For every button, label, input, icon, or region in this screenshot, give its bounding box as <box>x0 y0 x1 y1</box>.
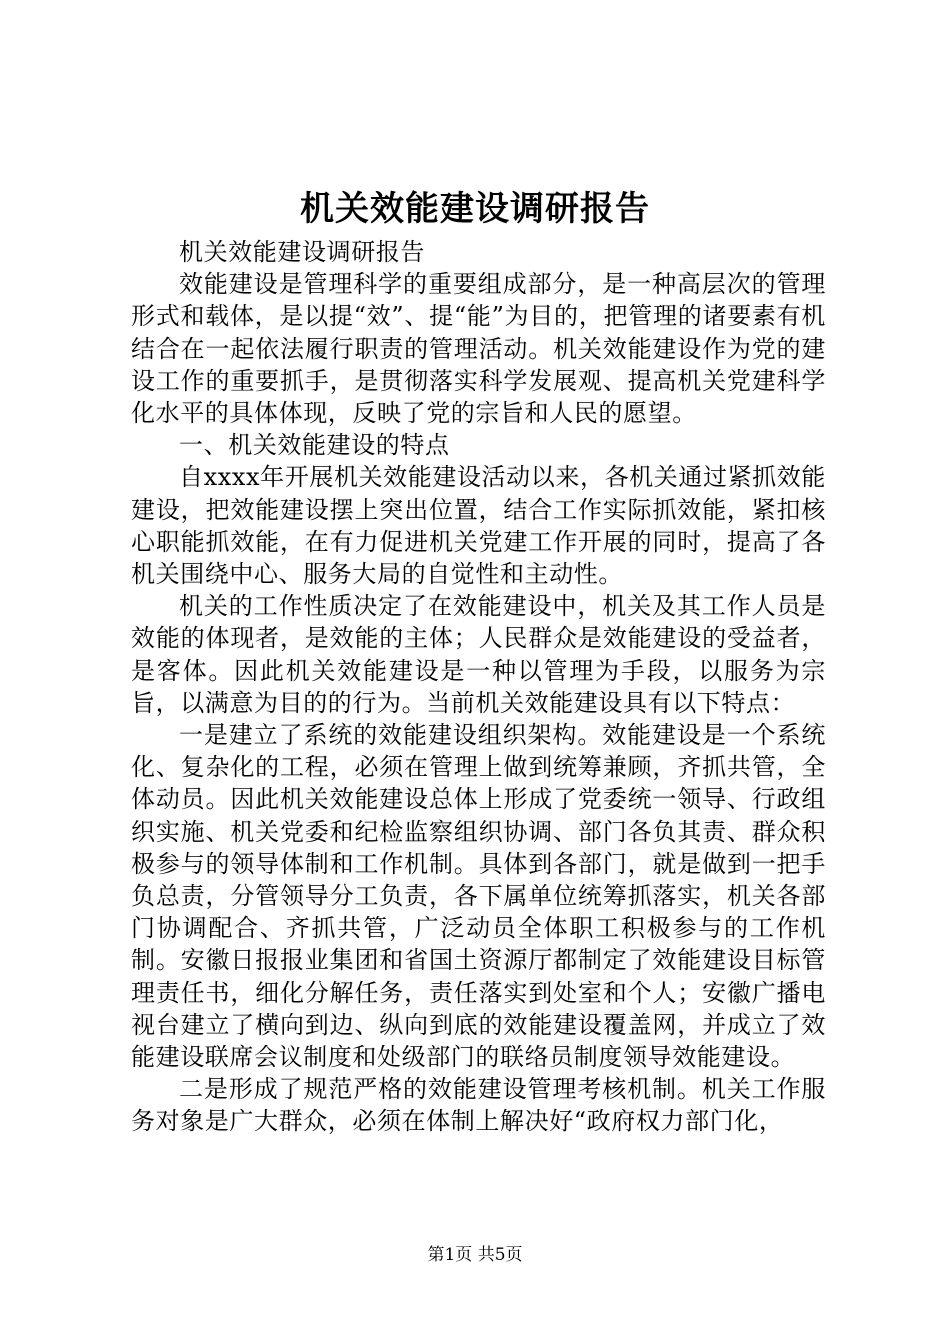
paragraph: 自xxxx年开展机关效能建设活动以来，各机关通过紧抓效能建设，把效能建设摆上突出位置，结合工作实际抓效能，紧扣核心职能抓效能，在有力促进机关党建工作开展的同时，提高了各机关围绕中心、服务大局的自觉性和主动性。 <box>131 463 826 589</box>
document-title: 机关效能建设调研报告 <box>300 189 650 229</box>
paragraph: 机关的工作性质决定了在效能建设中，机关及其工作人员是效能的体现者，是效能的主体；人民群众是效能建设的受益者，是客体。因此机关效能建设是一种以管理为手段，以服务为宗旨，以满意为目的的行为。当前机关效能建设具有以下特点： <box>131 592 826 717</box>
document-body <box>131 236 826 1138</box>
paragraph: 二是形成了规范严格的效能建设管理考核机制。机关工作服务对象是广大群众，必须在体制上解决好“政府权力部门化， <box>131 1075 826 1136</box>
page-number: 第1页 共5页 <box>427 1245 523 1265</box>
section-heading: 一、机关效能建设的特点 <box>179 431 450 460</box>
paragraph: 一是建立了系统的效能建设组织架构。效能建设是一个系统化、复杂化的工程，必须在管理上做到统筹兼顾，齐抓共管，全体动员。因此机关效能建设总体上形成了党委统一领导、行政组织实施、机关党委和纪检监察组织协调、部门各负其责、群众积极参与的领导体制和工作机制。具体到各部门，就是做到一把手负总责，分管领导分工负责，各下属单位统筹抓落实，机关各部门协调配合、齐抓共管，广泛动员全体职工积极参与的工作机制。安徽日报报业集团和省国土资源厅都制定了效能建设目标管理责任书，细化分解任务，责任落实到处室和个人；安徽广播电视台建立了横向到边、纵向到底的效能建设覆盖网，并成立了效能建设联席会议制度和处级部门的联络员制度领导效能建设。 <box>131 721 826 1072</box>
paragraph-intro: 效能建设是管理科学的重要组成部分，是一种高层次的管理形式和载体，是以提“效”、提“能”为目的，把管理的诸要素有机结合在一起依法履行职责的管理活动。机关效能建设作为党的建设工作的重要抓手，是贯彻落实科学发展观、提高机关党建科学化水平的具体体现，反映了党的宗旨和人民的愿望。 <box>131 270 826 428</box>
paragraph-subtitle: 机关效能建设调研报告 <box>179 238 425 266</box>
